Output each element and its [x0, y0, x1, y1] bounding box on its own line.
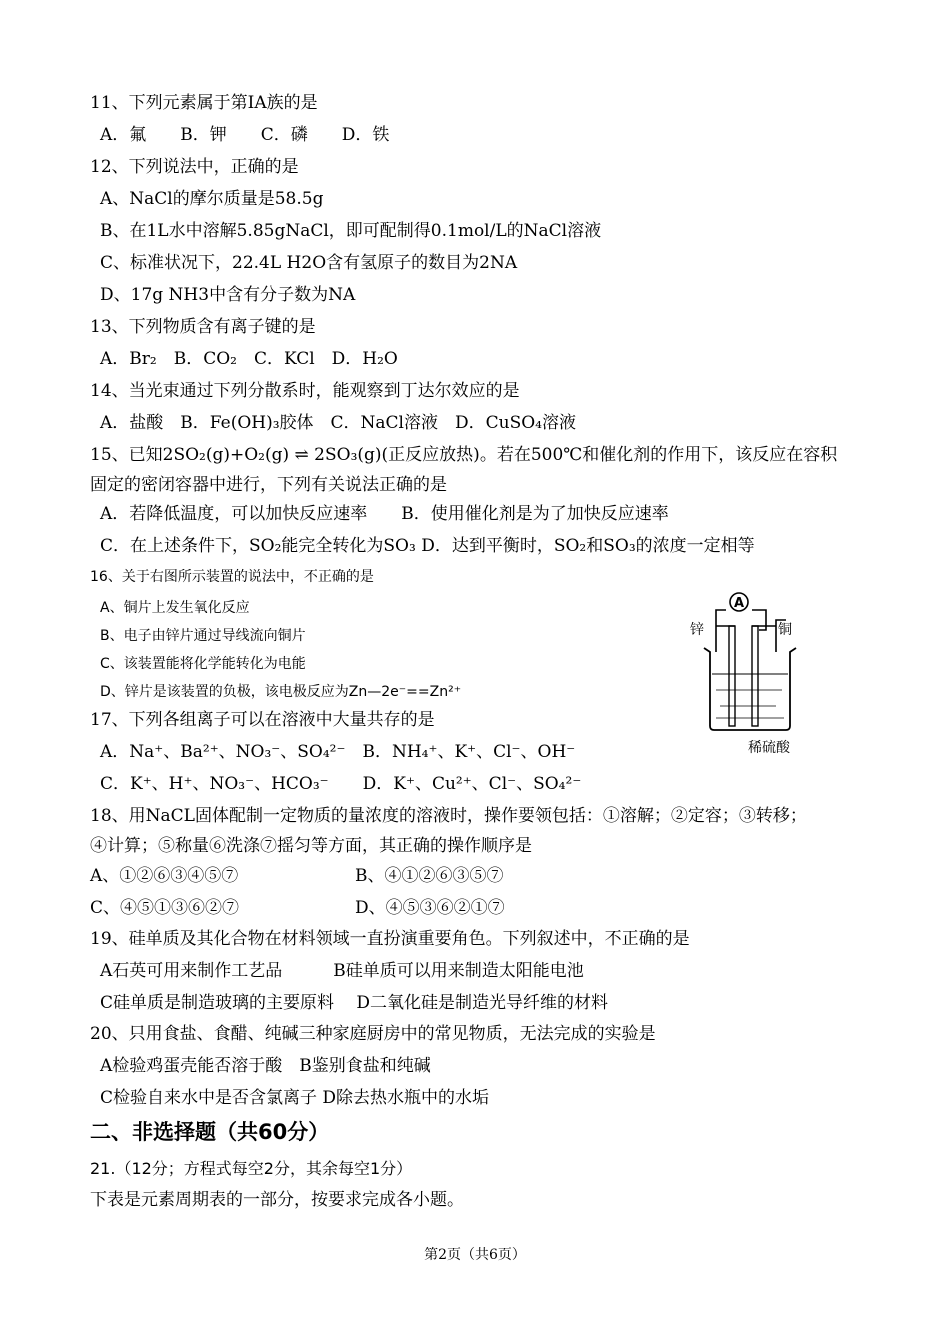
solution-label: 稀硫酸: [748, 740, 790, 756]
q11-stem: 11、下列元素属于第ⅠA族的是: [90, 93, 318, 113]
q14-options: A．盐酸 B．Fe(OH)₃胶体 C．NaCl溶液 D．CuSO₄溶液: [100, 413, 576, 433]
q18-stem-line1: 18、用NaCL固体配制一定物质的量浓度的溶液时，操作要领包括：①溶解；②定容；③转移；: [90, 806, 807, 826]
q16-option-c: C、该装置能将化学能转化为电能: [100, 656, 306, 672]
q19-stem: 19、硅单质及其化合物在材料领域一直扮演重要角色。下列叙述中，不正确的是: [90, 929, 690, 949]
ammeter-label: A: [733, 596, 745, 611]
zinc-electrode: [729, 626, 735, 726]
q17-options-cd: C．K⁺、H⁺、NO₃⁻、HCO₃⁻ D．K⁺、Cu²⁺、Cl⁻、SO₄²⁻: [100, 774, 582, 794]
q16-option-a: A、铜片上发生氧化反应: [100, 600, 250, 616]
q20-stem: 20、只用食盐、食醋、纯碱三种家庭厨房中的常见物质，无法完成的实验是: [90, 1024, 656, 1044]
q11-options: A．氟 B．钾 C．磷 D．铁: [100, 125, 390, 145]
q18-option-d: D、④⑤③⑥②①⑦: [355, 898, 505, 918]
q14-stem: 14、当光束通过下列分散系时，能观察到丁达尔效应的是: [90, 381, 520, 401]
q16-stem: 16、关于右图所示装置的说法中，不正确的是: [90, 569, 374, 585]
q16-option-b: B、电子由锌片通过导线流向铜片: [100, 628, 306, 644]
copper-electrode: [752, 626, 758, 726]
q13-stem: 13、下列物质含有离子键的是: [90, 317, 316, 337]
q12-stem: 12、下列说法中，正确的是: [90, 157, 299, 177]
q12-option-c: C、标准状况下，22.4L H2O含有氢原子的数目为2NA: [100, 253, 518, 273]
q21-stem: 21.（12分；方程式每空2分，其余每空1分）: [90, 1159, 413, 1178]
q17-options-ab: A．Na⁺、Ba²⁺、NO₃⁻、SO₄²⁻ B．NH₄⁺、K⁺、Cl⁻、OH⁻: [100, 742, 576, 762]
q18-stem-line2: ④计算；⑤称量⑥洗涤⑦摇匀等方面，其正确的操作顺序是: [90, 836, 532, 856]
q20-options-ab: A检验鸡蛋壳能否溶于酸 B鉴别食盐和纯碱: [100, 1056, 431, 1076]
galvanic-cell-figure: [686, 590, 826, 760]
copper-label: 铜: [778, 622, 792, 638]
q12-option-d: D、17g NH3中含有分子数为NA: [100, 285, 356, 305]
q21-instruction: 下表是元素周期表的一部分，按要求完成各小题。: [90, 1190, 464, 1210]
q16-option-d: D、锌片是该装置的负极，该电极反应为Zn—2e⁻==Zn²⁺: [100, 684, 462, 700]
q19-options-cd: C硅单质是制造玻璃的主要原料 D二氧化硅是制造光导纤维的材料: [100, 993, 609, 1013]
q18-option-a: A、①②⑥③④⑤⑦: [90, 866, 239, 886]
q15-stem-line1: 15、已知2SO₂(g)+O₂(g) ⇌ 2SO₃(g)(正反应放热)。若在500℃和催化剂的作用下，该反应在容积: [90, 445, 838, 465]
section-heading: 二、非选择题（共60分）: [90, 1120, 330, 1144]
q12-option-b: B、在1L水中溶解5.85gNaCl，即可配制得0.1mol/L的NaCl溶液: [100, 221, 602, 241]
q17-stem: 17、下列各组离子可以在溶液中大量共存的是: [90, 710, 435, 730]
page-footer: 第2页（共6页）: [424, 1247, 526, 1263]
q19-options-ab: A石英可用来制作工艺品 B硅单质可以用来制造太阳能电池: [100, 961, 584, 981]
q20-options-cd: C检验自来水中是否含氯离子 D除去热水瓶中的水垢: [100, 1088, 490, 1108]
q13-options: A．Br₂ B．CO₂ C．KCl D．H₂O: [100, 349, 398, 369]
zinc-label: 锌: [690, 622, 704, 638]
q15-options-ab: A．若降低温度，可以加快反应速率 B．使用催化剂是为了加快反应速率: [100, 504, 669, 524]
q18-option-c: C、④⑤①③⑥②⑦: [90, 898, 240, 918]
q18-option-b: B、④①②⑥③⑤⑦: [355, 866, 504, 886]
q12-option-a: A、NaCl的摩尔质量是58.5g: [100, 189, 324, 209]
q15-stem-line2: 固定的密闭容器中进行，下列有关说法正确的是: [90, 475, 447, 495]
q15-options-cd: C．在上述条件下，SO₂能完全转化为SO₃ D．达到平衡时，SO₂和SO₃的浓度一定相等: [100, 536, 755, 556]
